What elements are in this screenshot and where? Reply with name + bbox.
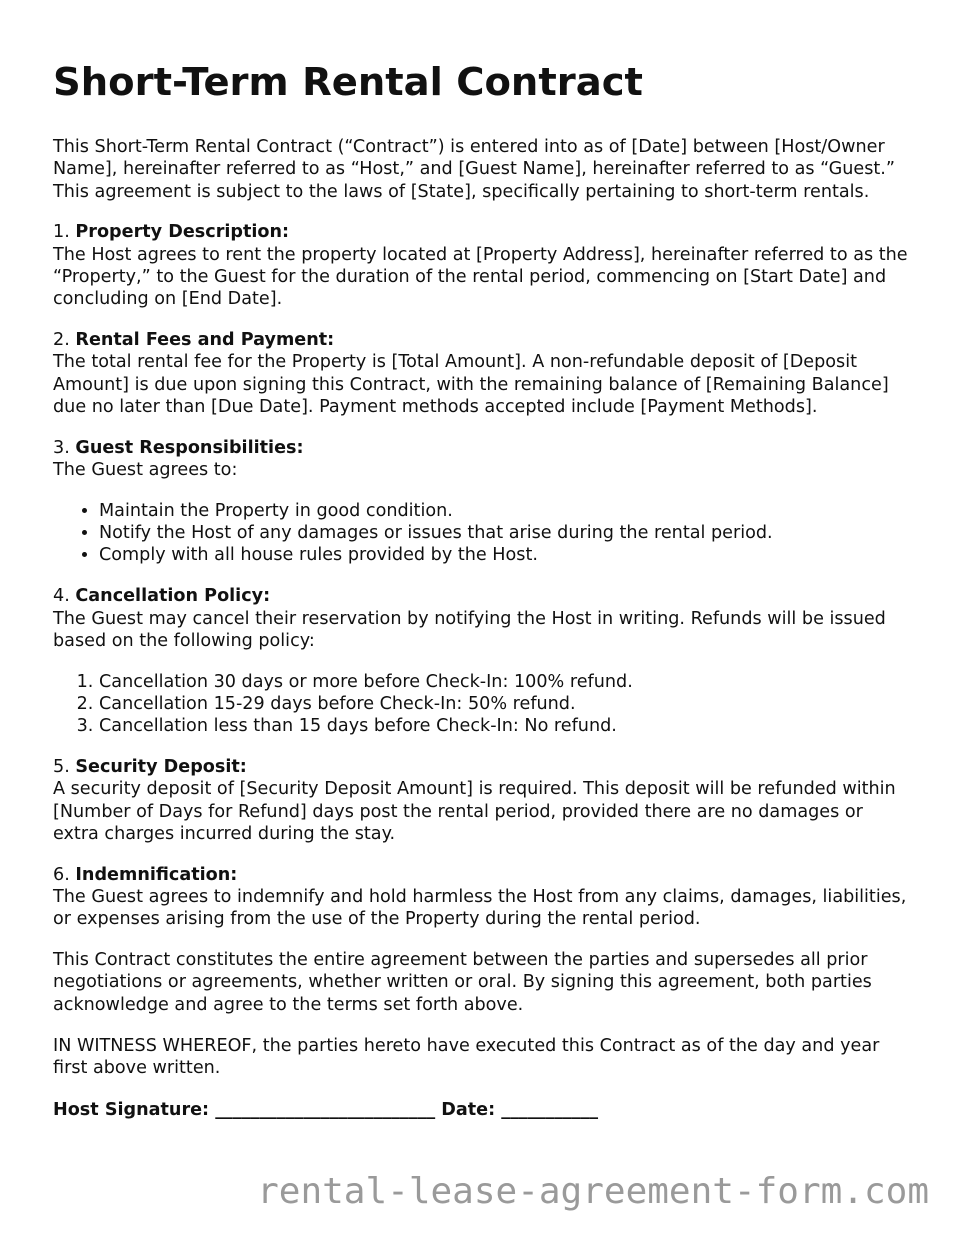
date-label: Date:	[441, 1100, 496, 1121]
list-item: 3. Cancellation less than 15 days before Check-In: No refund.	[99, 715, 913, 737]
section-body: The Guest may cancel their reservation by notifying the Host in writing. Refunds will be issued based on the following policy:	[53, 608, 886, 651]
contract-document	[53, 60, 913, 1121]
section-title: Rental Fees and Payment:	[75, 330, 335, 351]
date-blank[interactable]: ___________	[501, 1100, 599, 1121]
section-rental-fees	[53, 329, 913, 418]
section-title: Indemnification:	[75, 864, 238, 885]
intro-paragraph: This Short-Term Rental Contract (“Contract”) is entered into as of [Date] between [Host/Owner Name], hereinafter referred to as “Host,” and [Guest Name], hereinafter referred to as “Guest.” This agreement is subject to the laws of [State], specifically pertaining to short-term rentals.	[53, 137, 896, 202]
section-indemnification	[53, 864, 913, 931]
section-number: 4.	[53, 586, 70, 607]
section-body: A security deposit of [Security Deposit Amount] is required. This deposit will be refunded within [Number of Days for Refund] days post the rental period, provided there are no damages or extra charges incurred during the stay.	[53, 779, 896, 844]
section-body: The Guest agrees to indemnify and hold harmless the Host from any claims, damages, liabilities, or expenses arising from the use of the Property during the rental period.	[53, 887, 907, 930]
section-number: 3.	[53, 437, 70, 458]
section-title: Cancellation Policy:	[75, 586, 271, 607]
list-item: 1. Cancellation 30 days or more before Check-In: 100% refund.	[99, 671, 913, 693]
section-number: 6.	[53, 864, 70, 885]
list-item: • Maintain the Property in good condition.	[99, 500, 913, 522]
section-title: Security Deposit:	[75, 757, 247, 778]
section-heading	[53, 864, 913, 886]
section-title: Property Description:	[75, 222, 290, 243]
host-signature-label: Host Signature:	[53, 1100, 210, 1121]
section-body: The Host agrees to rent the property located at [Property Address], hereinafter referred to as the “Property,” to the Guest for the duration of the rental period, commencing on [Start Date] and concluding on [End Date].	[53, 244, 908, 310]
section-guest-responsibilities	[53, 437, 913, 567]
section-number: 5.	[53, 757, 70, 778]
section-title: Guest Responsibilities:	[75, 437, 304, 458]
section-number: 1.	[53, 222, 70, 243]
section-body: The Guest agrees to:	[53, 460, 238, 481]
list-item: • Notify the Host of any damages or issues that arise during the rental period.	[99, 522, 913, 544]
section-heading	[53, 437, 913, 459]
section-heading	[53, 329, 913, 351]
section-cancellation-policy	[53, 585, 913, 737]
list-item: • Comply with all house rules provided by the Host.	[99, 544, 913, 566]
witness-paragraph: IN WITNESS WHEREOF, the parties hereto have executed this Contract as of the day and year first above written.	[53, 1035, 880, 1078]
entire-agreement-paragraph: This Contract constitutes the entire agreement between the parties and supersedes all prior negotiations or agreements, whether written or oral. By signing this agreement, both parties acknowledge and agree to the terms set forth above.	[53, 950, 872, 1015]
signature-line	[53, 1099, 913, 1121]
cancellation-list	[53, 671, 913, 738]
section-body: The total rental fee for the Property is [Total Amount]. A non-refundable deposit of [Deposit Amount] is due upon signing this Contract, with the remaining balance of [Remaining Balance] due no later than [Due Date]. Payment methods accepted include [Payment Methods].	[53, 352, 889, 417]
section-security-deposit	[53, 756, 913, 845]
watermark-text: rental-lease-agreement-form.com	[257, 1171, 929, 1212]
list-item: 2. Cancellation 15-29 days before Check-In: 50% refund.	[99, 693, 913, 715]
host-signature-blank[interactable]: _________________________	[215, 1100, 436, 1121]
responsibilities-list	[53, 500, 913, 567]
section-property-description	[53, 221, 913, 310]
page-title: Short-Term Rental Contract	[53, 60, 643, 105]
section-heading	[53, 585, 913, 607]
section-number: 2.	[53, 330, 70, 351]
section-heading	[53, 756, 913, 778]
section-heading	[53, 221, 913, 243]
